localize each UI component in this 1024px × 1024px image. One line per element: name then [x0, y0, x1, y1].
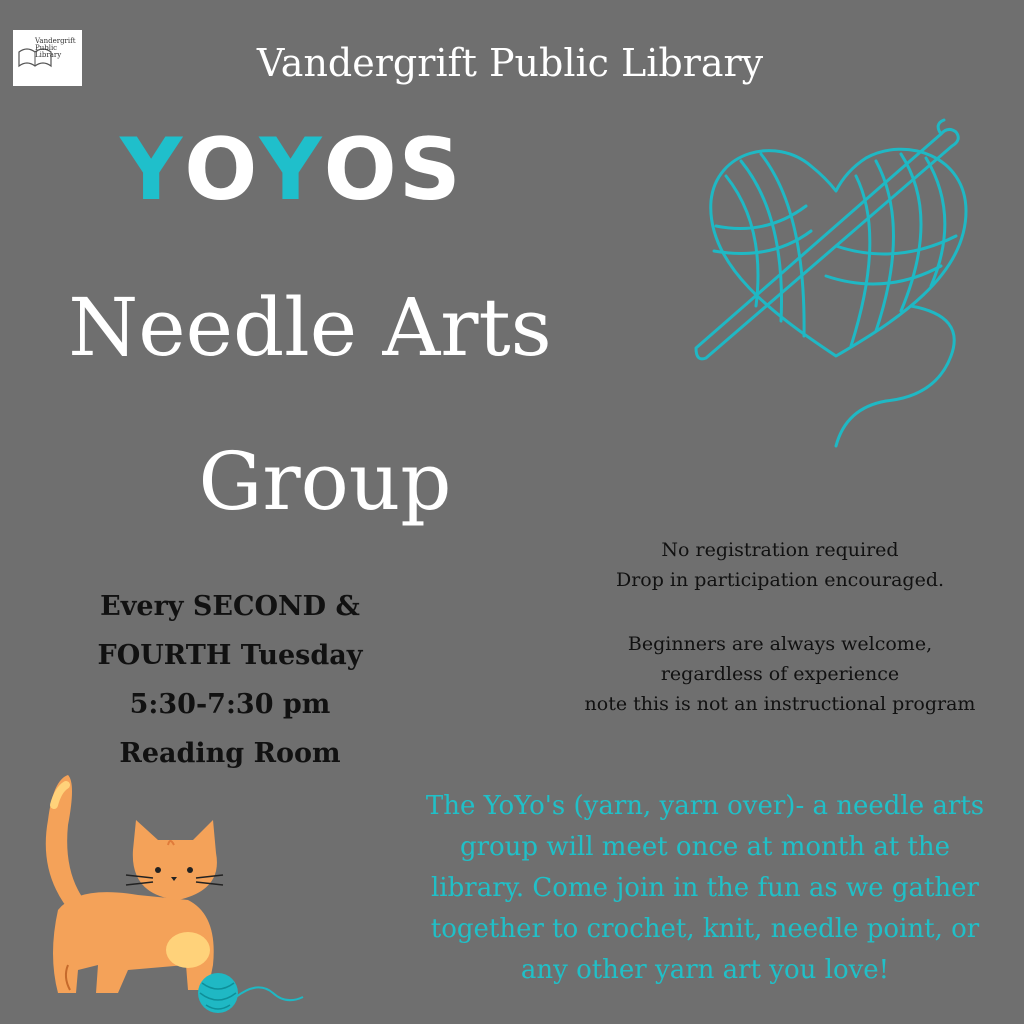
library-logo [13, 30, 82, 86]
note-line: Beginners are always welcome, [627, 633, 933, 655]
wordmark-letter: Y [259, 120, 324, 220]
page-title-line1: Needle Arts [68, 281, 552, 374]
event-notes [540, 535, 1020, 719]
event-description: The YoYo's (yarn, yarn over)- a needle arts group will meet once at month at the library. Come join in the fun as we gather together to crochet, knit, needle point, or any other yarn art you love! [425, 791, 985, 985]
wordmark-letter: O [184, 120, 260, 220]
schedule [40, 582, 420, 778]
yoyos-wordmark [120, 120, 463, 220]
schedule-line: Every SECOND & [100, 591, 360, 622]
schedule-location: Reading Room [119, 738, 341, 769]
wordmark-letter: S [398, 120, 463, 220]
page-title-line2: Group [198, 435, 452, 528]
note-line: Drop in participation encouraged. [615, 569, 945, 591]
wordmark-letter: O [323, 120, 399, 220]
logo-text: Vandergrift Public Library [35, 37, 76, 59]
library-name: Vandergrift Public Library [256, 41, 764, 85]
note-line: No registration required [661, 539, 899, 561]
note-line: note this is not an instructional program [584, 693, 976, 715]
yarn-heart-icon [686, 116, 986, 456]
cat-with-yarn-icon [18, 765, 308, 1015]
schedule-time: 5:30-7:30 pm [129, 689, 331, 720]
wordmark-letter: Y [120, 120, 185, 220]
note-line: regardless of experience [660, 663, 900, 685]
schedule-line: FOURTH Tuesday [97, 640, 363, 671]
